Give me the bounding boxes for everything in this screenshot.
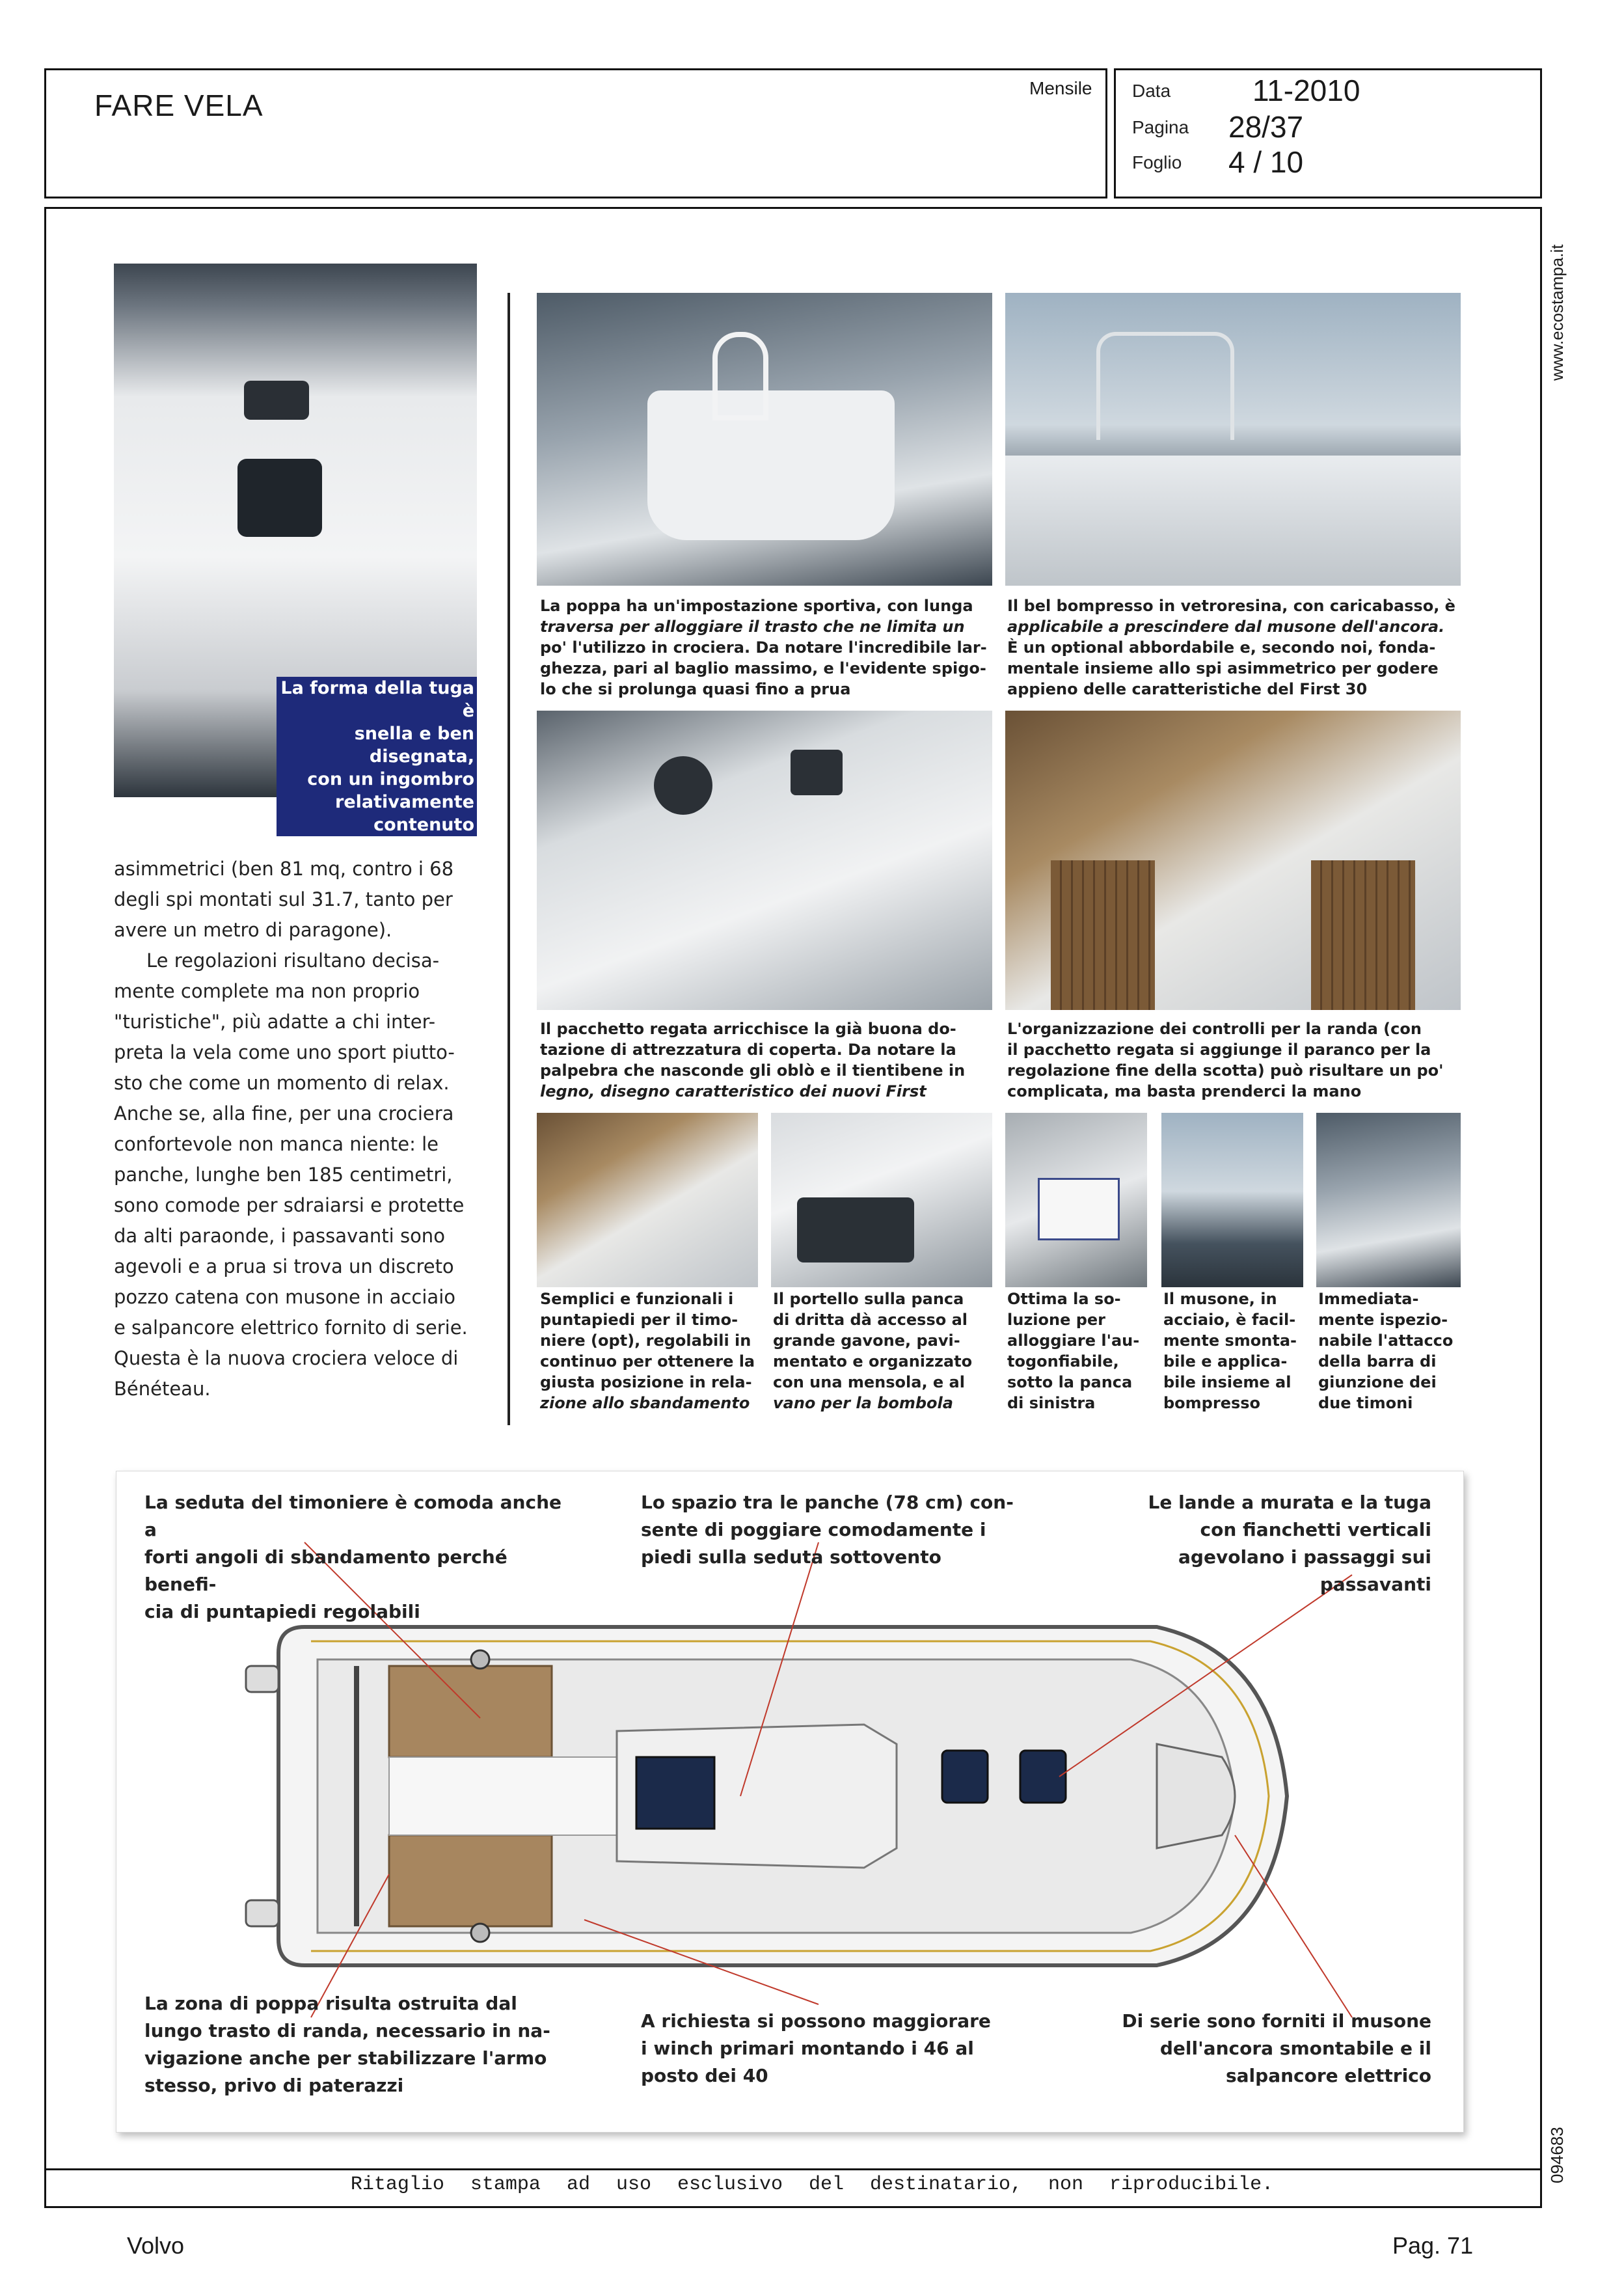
footrest-photo xyxy=(537,1113,758,1287)
diagram-note-poppa xyxy=(144,1990,561,2099)
caption-pacchetto xyxy=(540,1018,995,1102)
sheet-label: Foglio xyxy=(1132,152,1182,172)
diagram-note-lande xyxy=(1061,1489,1431,1598)
caption-line: Il bel bompresso in vetroresina, con caricabasso, è xyxy=(1007,597,1455,615)
sheet-value: 4 / 10 xyxy=(1228,145,1304,179)
page-label: Pagina xyxy=(1132,117,1189,137)
caption-line: della barra di xyxy=(1318,1352,1437,1371)
leader-serie xyxy=(1235,1835,1352,2017)
overlay-line: snella e ben disegnata, xyxy=(354,724,474,767)
article-line: confortevole non manca niente: le xyxy=(114,1133,439,1155)
forward-hatch-1 xyxy=(942,1751,988,1803)
article-line: pozzo catena con musone in acciaio xyxy=(114,1286,456,1308)
caption-line: niere (opt), regolabili in xyxy=(540,1331,751,1350)
caption-zattera xyxy=(1007,1289,1150,1413)
diagram-line: Le lande a murata e la tuga xyxy=(1148,1492,1431,1513)
site-url: www.ecostampa.it xyxy=(1547,244,1567,381)
deck-hardware-photo xyxy=(537,711,992,1010)
caption-line: zione allo sbandamento xyxy=(540,1394,750,1412)
diagram-line: salpancore elettrico xyxy=(1226,2065,1431,2086)
diagram-line: cia di puntapiedi regolabili xyxy=(144,1601,420,1622)
caption-line: con una mensola, e al xyxy=(773,1373,965,1391)
caption-line: bompresso xyxy=(1163,1394,1261,1412)
caption-line: traversa per alloggiare il trasto che ne limita un xyxy=(540,618,965,636)
overlay-line: La forma della tuga è xyxy=(280,678,474,721)
anchor-locker xyxy=(1157,1744,1235,1848)
caption-line: giusta posizione in rela- xyxy=(540,1373,752,1391)
caption-line: Immediata- xyxy=(1318,1290,1419,1308)
diagram-line: piedi sulla seduta sottovento xyxy=(641,1546,941,1568)
caption-line: luzione per xyxy=(1007,1311,1106,1329)
article-line: da alti paraonde, i passavanti sono xyxy=(114,1225,445,1247)
caption-line: palpebra che nasconde gli oblò e il tientibene in xyxy=(540,1061,966,1080)
caption-line: legno, disegno caratteristico dei nuovi First xyxy=(540,1082,927,1100)
liferaft-photo xyxy=(1005,1113,1147,1287)
page-value: 28/37 xyxy=(1228,110,1304,144)
diagram-note-seduta xyxy=(144,1489,574,1626)
article-line: Anche se, alla fine, per una crociera xyxy=(114,1102,454,1125)
caption-line: appieno delle caratteristiche del First 30 xyxy=(1007,680,1368,698)
article-line: panche, lunghe ben 185 centimetri, xyxy=(114,1164,453,1186)
article-line: sono comode per sdraiarsi e protette xyxy=(114,1194,465,1216)
caption-line: sotto la panca xyxy=(1007,1373,1133,1391)
caption-line: nabile l'attacco xyxy=(1318,1331,1454,1350)
overlay-line: relativamente xyxy=(335,792,474,812)
caption-line: bile insieme al xyxy=(1163,1373,1292,1391)
caption-line: grande gavone, pavi- xyxy=(773,1331,960,1350)
forward-hatch-2 xyxy=(1020,1751,1066,1803)
article-text xyxy=(114,854,485,1404)
caption-line: Ottima la so- xyxy=(1007,1290,1121,1308)
caption-randa xyxy=(1007,1018,1469,1102)
article-line: Bénéteau. xyxy=(114,1378,211,1400)
diagram-line: i winch primari montando i 46 al xyxy=(641,2038,974,2059)
diagram-line: Di serie sono forniti il musone xyxy=(1122,2010,1431,2032)
article-line: asimmetrici (ben 81 mq, contro i 68 xyxy=(114,858,454,880)
caption-line: alloggiare l'au- xyxy=(1007,1331,1140,1350)
diagram-note-winch xyxy=(641,2008,1031,2090)
bowsprit-photo xyxy=(1005,293,1461,586)
caption-bompresso xyxy=(1007,595,1469,700)
caption-line: di dritta dà accesso al xyxy=(773,1311,968,1329)
diagram-line: A richiesta si possono maggiorare xyxy=(641,2010,991,2032)
caption-line: La poppa ha un'impostazione sportiva, con lunga xyxy=(540,597,973,615)
cockpit-sole xyxy=(389,1757,617,1835)
photo-overlay-caption xyxy=(277,677,477,836)
caption-line: mentale insieme allo spi asimmetrico per godere xyxy=(1007,659,1439,677)
article-line: degli spi montati sul 31.7, tanto per xyxy=(114,888,453,910)
footer-disclaimer: Ritaglio stampa ad uso esclusivo del destinatario, non riproducibile. xyxy=(350,2174,1274,2196)
caption-timoni xyxy=(1318,1289,1468,1413)
diagram-note-serie xyxy=(1074,2008,1431,2090)
anchor-roller-photo xyxy=(1161,1113,1303,1287)
caption-poppa xyxy=(540,595,995,700)
caption-line: giunzione dei xyxy=(1318,1373,1437,1391)
caption-line: puntapiedi per il timo- xyxy=(540,1311,738,1329)
winch-top xyxy=(471,1650,489,1669)
caption-line: tazione di attrezzatura di coperta. Da notare la xyxy=(540,1041,956,1059)
diagram-line: sente di poggiare comodamente i xyxy=(641,1519,986,1540)
archive-code: 094683 xyxy=(1547,2127,1567,2183)
article-line: "turistiche", più adatte a chi inter- xyxy=(114,1011,436,1033)
diagram-line: stesso, privo di paterazzi xyxy=(144,2075,404,2096)
article-line: Questa è la nuova crociera veloce di xyxy=(114,1347,459,1369)
caption-line: continuo per ottenere la xyxy=(540,1352,755,1371)
diagram-line: agevolano i passaggi sui xyxy=(1178,1546,1431,1568)
caption-line: mente smonta- xyxy=(1163,1331,1297,1350)
diagram-line: vigazione anche per stabilizzare l'armo xyxy=(144,2047,547,2069)
date-label: Data xyxy=(1132,81,1171,101)
article-line: agevoli e a prua si trova un discreto xyxy=(114,1255,454,1277)
teak-bench-bottom xyxy=(389,1835,552,1926)
caption-line: mentato e organizzato xyxy=(773,1352,973,1371)
footer-client: Volvo xyxy=(127,2232,185,2259)
caption-line: acciaio, è facil- xyxy=(1163,1311,1296,1329)
diagram-line: forti angoli di sbandamento perché benefi- xyxy=(144,1546,508,1595)
caption-line: ghezza, pari al baglio massimo, e l'evidente spigo- xyxy=(540,659,986,677)
diagram-line: posto dei 40 xyxy=(641,2065,768,2086)
diagram-line: La zona di poppa risulta ostruita dal xyxy=(144,1993,517,2014)
diagram-line: Lo spazio tra le panche (78 cm) con- xyxy=(641,1492,1014,1513)
caption-line: applicabile a prescindere dal musone dell'ancora. xyxy=(1007,618,1445,636)
article-line: Le regolazioni risultano decisa- xyxy=(146,949,440,972)
caption-line: Il portello sulla panca xyxy=(773,1290,964,1308)
footer-page: Pag. 71 xyxy=(1392,2232,1474,2259)
diagram-note-spazio xyxy=(641,1489,1057,1571)
caption-line: L'organizzazione dei controlli per la randa (con xyxy=(1007,1020,1422,1038)
caption-line: di sinistra xyxy=(1007,1394,1096,1412)
caption-line: È un optional abbordabile e, secondo noi, fonda- xyxy=(1007,638,1436,657)
caption-line: lo che si prolunga quasi fino a prua xyxy=(540,680,851,698)
rudder-bottom xyxy=(246,1900,278,1926)
article-line: preta la vela come uno sport piutto- xyxy=(114,1041,455,1063)
overlay-line: con un ingombro xyxy=(307,769,474,789)
caption-line: due timoni xyxy=(1318,1394,1413,1412)
caption-line: Semplici e funzionali i xyxy=(540,1290,734,1308)
date-value: 11-2010 xyxy=(1252,74,1360,107)
rudder-link-photo xyxy=(1316,1113,1461,1287)
article-line: sto che come un momento di relax. xyxy=(114,1072,450,1094)
diagram-line: dell'ancora smontabile e il xyxy=(1159,2038,1431,2059)
overlay-line: contenuto xyxy=(373,815,474,835)
teak-bench-top xyxy=(389,1666,552,1757)
caption-line: complicata, ma basta prenderci la mano xyxy=(1007,1082,1362,1100)
caption-line: Il musone, in xyxy=(1163,1290,1277,1308)
frequency-label: Mensile xyxy=(1029,78,1092,98)
locker-photo xyxy=(771,1113,992,1287)
caption-line: Il pacchetto regata arricchisce la già buona do- xyxy=(540,1020,956,1038)
article-line: mente complete ma non proprio xyxy=(114,980,420,1002)
footer-rule xyxy=(44,2168,1542,2170)
winch-bottom xyxy=(471,1924,489,1942)
caption-line: vano per la bombola xyxy=(773,1394,953,1412)
caption-line: il pacchetto regata si aggiunge il paranco per la xyxy=(1007,1041,1431,1059)
caption-portello xyxy=(773,1289,994,1413)
diagram-line: con fianchetti verticali xyxy=(1200,1519,1431,1540)
cockpit-photo xyxy=(1005,711,1461,1010)
caption-line: togonfiabile, xyxy=(1007,1352,1119,1371)
caption-line: bile e applica- xyxy=(1163,1352,1288,1371)
companionway-hatch xyxy=(636,1757,714,1829)
column-rule xyxy=(508,293,510,1425)
rudder-top xyxy=(246,1666,278,1692)
article-line: e salpancore elettrico fornito di serie. xyxy=(114,1317,468,1339)
article-line: avere un metro di paragone). xyxy=(114,919,392,941)
caption-musone xyxy=(1163,1289,1306,1413)
diagram-line: lungo trasto di randa, necessario in na- xyxy=(144,2020,550,2041)
stern-photo xyxy=(537,293,992,586)
diagram-line: passavanti xyxy=(1320,1574,1431,1595)
diagram-line: La seduta del timoniere è comoda anche a xyxy=(144,1492,562,1540)
caption-line: po' l'utilizzo in crociera. Da notare l'incredibile lar- xyxy=(540,638,987,657)
publication-title: FARE VELA xyxy=(94,89,264,122)
caption-puntapiedi xyxy=(540,1289,761,1413)
caption-line: mente ispezio- xyxy=(1318,1311,1448,1329)
caption-line: regolazione fine della scotta) può risultare un po' xyxy=(1007,1061,1444,1080)
